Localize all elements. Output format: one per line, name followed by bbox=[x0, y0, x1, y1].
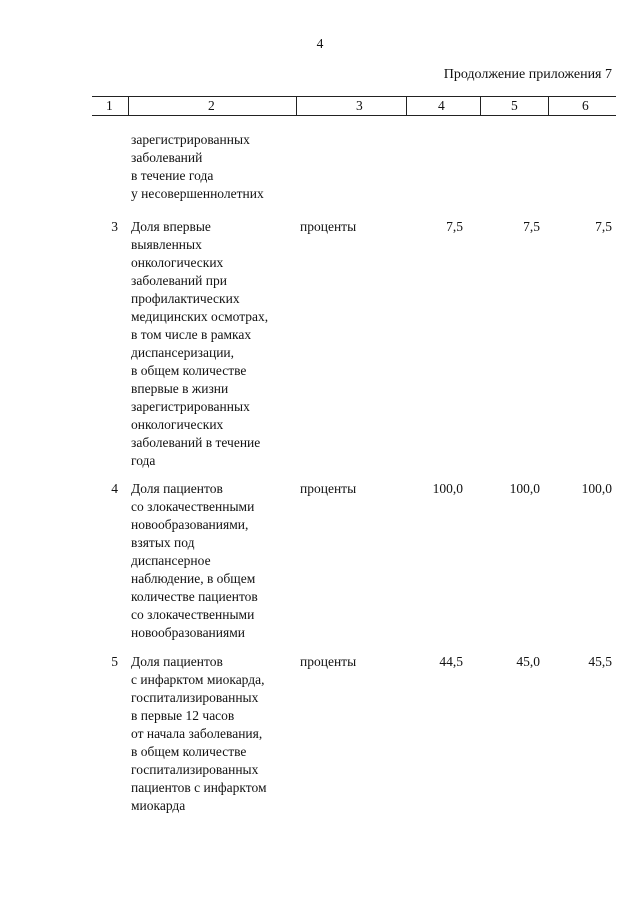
row-name-line: со злокачественными bbox=[131, 607, 255, 622]
row-name bbox=[131, 653, 296, 815]
row-name-line: в том числе в рамках bbox=[131, 327, 252, 342]
header-col-5: 5 bbox=[511, 98, 518, 113]
row-name-line: со злокачественными bbox=[131, 499, 255, 514]
row-name-line: госпитализированных bbox=[131, 690, 259, 705]
row-number: 4 bbox=[111, 481, 118, 496]
row-name-line: диспансеризации, bbox=[131, 345, 235, 360]
row-number: 5 bbox=[111, 654, 118, 669]
row-value-col4: 44,5 bbox=[439, 654, 463, 669]
row-name-line: медицинских осмотрах, bbox=[131, 309, 269, 324]
row-value-col5: 45,0 bbox=[516, 654, 540, 669]
row-name-line: госпитализированных bbox=[131, 762, 259, 777]
continuation-label: Продолжение приложения 7 bbox=[443, 67, 612, 82]
header-col-6: 6 bbox=[582, 98, 589, 113]
page-number: 4 bbox=[316, 36, 324, 51]
row-name-line: в общем количестве bbox=[131, 744, 247, 759]
header-col-3: 3 bbox=[356, 98, 363, 113]
header-divider bbox=[548, 97, 549, 115]
header-divider bbox=[128, 97, 129, 115]
row-name-line: от начала заболевания, bbox=[131, 726, 263, 741]
row-name-line: у несовершеннолетних bbox=[131, 186, 264, 201]
row-name-line: диспансерное bbox=[131, 553, 211, 568]
row-name bbox=[131, 218, 296, 470]
row-unit: проценты bbox=[300, 481, 357, 496]
row-name-line: наблюдение, в общем bbox=[131, 571, 256, 586]
row-name-line: миокарда bbox=[131, 798, 186, 813]
row-name-line: года bbox=[131, 453, 156, 468]
row-unit: проценты bbox=[300, 654, 357, 669]
row-name-line: в первые 12 часов bbox=[131, 708, 235, 723]
row-value-col6: 100,0 bbox=[581, 481, 612, 496]
row-value-col5: 7,5 bbox=[523, 219, 540, 234]
header-divider bbox=[480, 97, 481, 115]
header-col-1: 1 bbox=[106, 98, 113, 113]
row-unit: проценты bbox=[300, 219, 357, 234]
row-value-col6: 7,5 bbox=[595, 219, 612, 234]
row-name-line: заболеваний в течение bbox=[131, 435, 261, 450]
row-name bbox=[131, 131, 296, 203]
row-value-col4: 7,5 bbox=[446, 219, 463, 234]
row-name bbox=[131, 480, 296, 642]
header-col-2: 2 bbox=[208, 98, 215, 113]
row-value-col6: 45,5 bbox=[588, 654, 612, 669]
row-name-line: онкологических bbox=[131, 417, 224, 432]
row-name-line: пациентов с инфарктом bbox=[131, 780, 267, 795]
row-name-line: онкологических bbox=[131, 255, 224, 270]
row-name-line: новообразованиями, bbox=[131, 517, 249, 532]
table-header-row bbox=[92, 96, 616, 116]
row-name-line: в течение года bbox=[131, 168, 214, 183]
row-name-line: Доля пациентов bbox=[131, 654, 223, 669]
row-name-line: в общем количестве bbox=[131, 363, 247, 378]
header-divider bbox=[406, 97, 407, 115]
row-name-line: зарегистрированных bbox=[131, 132, 250, 147]
row-name-line: Доля впервые bbox=[131, 219, 211, 234]
row-name-line: новообразованиями bbox=[131, 625, 245, 640]
row-name-line: заболеваний при bbox=[131, 273, 227, 288]
row-name-line: профилактических bbox=[131, 291, 240, 306]
row-number: 3 bbox=[111, 219, 118, 234]
row-name-line: взятых под bbox=[131, 535, 195, 550]
row-value-col5: 100,0 bbox=[509, 481, 540, 496]
row-name-line: Доля пациентов bbox=[131, 481, 223, 496]
row-name-line: количестве пациентов bbox=[131, 589, 258, 604]
header-col-4: 4 bbox=[438, 98, 445, 113]
header-divider bbox=[296, 97, 297, 115]
row-name-line: с инфарктом миокарда, bbox=[131, 672, 265, 687]
row-name-line: выявленных bbox=[131, 237, 202, 252]
row-name-line: впервые в жизни bbox=[131, 381, 229, 396]
row-value-col4: 100,0 bbox=[432, 481, 463, 496]
row-name-line: заболеваний bbox=[131, 150, 203, 165]
row-name-line: зарегистрированных bbox=[131, 399, 250, 414]
